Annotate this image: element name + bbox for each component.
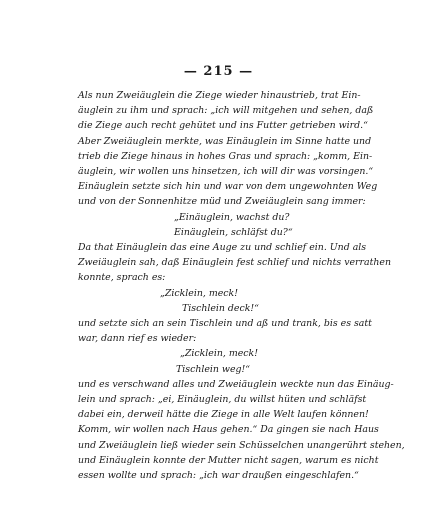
text-line-12: und setzte sich an sein Tischlein und aß und trank, bis es satt xyxy=(78,318,372,330)
text-line-1: Als nun Zweiäuglein die Ziege wieder hinaustrieb, trat Ein- xyxy=(78,90,361,101)
verse-line-4: Tischlein deck!“ xyxy=(182,302,259,314)
verse-line-3: „Zicklein, meck! xyxy=(160,287,238,299)
verse-line-1: „Einäuglein, wachst du? xyxy=(174,211,290,223)
text-line-20: essen wollte und sprach: „ich war draußen eingeschlafen.“ xyxy=(78,470,359,482)
body-text xyxy=(78,88,405,483)
text-line-9: Da that Einäuglein das eine Auge zu und schlief ein. Und als xyxy=(78,242,367,254)
text-line-19: und Einäuglein konnte der Mutter nicht sagen, warum es nicht xyxy=(78,454,379,466)
text-line-4: Aber Zweiäuglein merkte, was Einäuglein im Sinne hatte und xyxy=(78,135,372,147)
text-line-13: war, dann rief es wieder: xyxy=(78,333,197,345)
text-line-10: Zweiäuglein sah, daß Einäuglein fest schlief und nichts verrathen xyxy=(78,257,391,269)
text-line-11: konnte, sprach es: xyxy=(78,272,166,284)
text-line-8: und von der Sonnenhitze müd und Zweiäuglein sang immer: xyxy=(78,196,366,208)
text-line-6: äuglein, wir wollen uns hinsetzen, ich will dir was vorsingen.“ xyxy=(78,166,374,178)
verse-line-2: Einäuglein, schläfst du?“ xyxy=(174,226,293,238)
text-line-3: die Ziege auch recht gehütet und ins Futter getrieben wird.“ xyxy=(78,120,368,132)
verse-line-5: „Zicklein, meck! xyxy=(180,348,258,360)
text-line-17: Komm, wir wollen nach Haus gehen.“ Da gingen sie nach Haus xyxy=(78,424,379,436)
text-line-16: dabei ein, derweil hätte die Ziege in alle Welt laufen können! xyxy=(78,409,369,421)
text-line-18: und Zweiäuglein ließ wieder sein Schüsselchen unangerührt stehen, xyxy=(78,439,405,451)
text-line-5: trieb die Ziege hinaus in hohes Gras und sprach: „komm, Ein- xyxy=(78,150,373,162)
text-line-7: Einäuglein setzte sich hin und war von dem ungewohnten Weg xyxy=(78,181,378,193)
text-line-2: äuglein zu ihm und sprach: „ich will mitgehen und sehen, daß xyxy=(78,105,374,117)
text-line-15: lein und sprach: „ei, Einäuglein, du willst hüten und schläfst xyxy=(78,394,367,406)
verse-line-6: Tischlein weg!“ xyxy=(176,363,251,375)
text-line-14: und es verschwand alles und Zweiäuglein weckte nun das Einäug- xyxy=(78,378,394,390)
page-number: — 215 — xyxy=(183,64,254,79)
